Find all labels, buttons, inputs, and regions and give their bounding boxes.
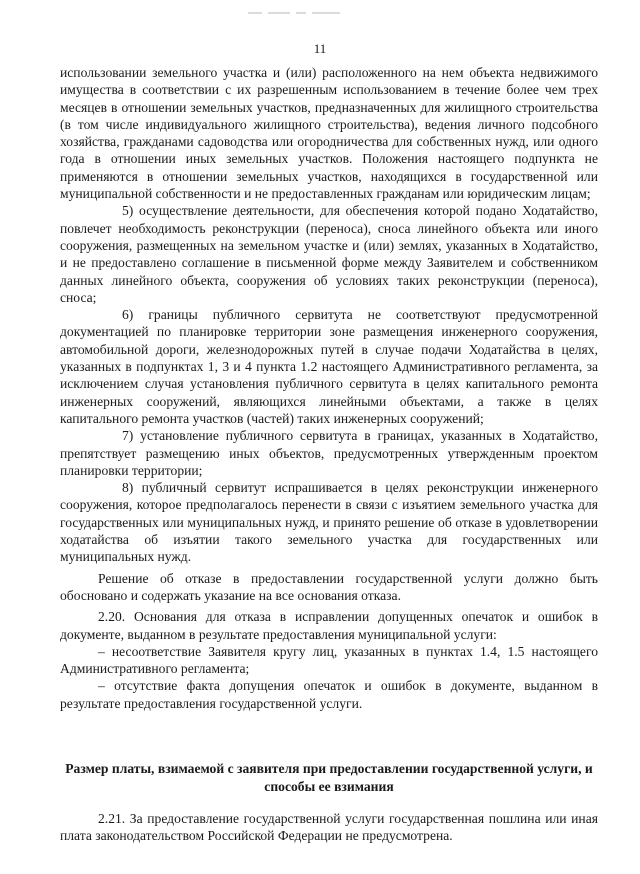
page-number: 11 — [313, 41, 327, 56]
paragraph-continuation: использовании земельного участка и (или) расположенного на нем объекта недвижимого имущества в соответствии с их разрешенным использованием в течение более чем трех месяцев в отношении земельных участков, предназначенных для жилищного строительства (в том числе индивидуального жилищного строительства), ведения личного подсобного хозяйства, гражданами садоводства или огородничества для собственных нужд, или одного года в отношении иных земельных участков. Положения настоящего подпункта не применяются в отношении земельных участков, находящихся в государственной или муниципальной собственности и не предоставленных гражданам или юридическим лицам; — [60, 65, 598, 202]
paragraph-2-20: 2.20. Основания для отказа в исправлении допущенных опечаток и ошибок в документе, выданном в результате предоставления муниципальной услуги: — [60, 609, 598, 642]
section-heading: Размер платы, взимаемой с заявителя при предоставлении государственной услуги, и способы ее взимания — [65, 761, 593, 794]
paragraph-bullet-2: – отсутствие факта допущения опечаток и ошибок в документе, выданном в результате предоставления государственной услуги. — [60, 678, 598, 711]
paragraph-bullet-1: – несоответствие Заявителя кругу лиц, указанных в пунктах 1.4, 1.5 настоящего Административного регламента; — [60, 643, 598, 677]
paragraph-item-7: 7) установление публичного сервитута в границах, указанных в Ходатайство, препятствует размещению иных объектов, предусмотренных утвержденным проектом планировки территории; — [60, 428, 598, 478]
paragraph-refusal-decision: Решение об отказе в предоставлении государственной услуги должно быть обосновано и содержать указание на все основания отказа. — [60, 570, 598, 603]
document-body — [60, 64, 598, 712]
paragraph-item-6: 6) границы публичного сервитута не соответствуют предусмотренной документацией по планировке территории зоне размещения инженерного сооружения, автомобильной дороги, железнодорожных путей в случае подачи Ходатайства в целях, указанных в подпунктах 1, 3 и 4 пункта 1.2 настоящего Административного регламента, за исключением случая установления публичного сервитута в целях капитального ремонта инженерных сооружений, являющихся линейными объектами, а также в целях капитального ремонта участков (частей) таких инженерных сооружений; — [60, 307, 598, 426]
scan-artifact — [248, 4, 368, 10]
paragraph-item-8: 8) публичный сервитут испрашивается в целях реконструкции инженерного сооружения, которое предполагалось перенести в связи с изъятием земельного участка для государственных или муниципальных нужд, и принято решение об отказе в удовлетворении ходатайства об изъятии такого земельного участка для государственных или муниципальных нужд. — [60, 480, 598, 565]
paragraph-item-5: 5) осуществление деятельности, для обеспечения которой подано Ходатайство, повлечет необходимость реконструкции (переноса), сноса линейного объекта или иного сооружения, размещенных на земельном участке и (или) землях, указанных в Ходатайство, и не предоставлено соглашение в письменной форме между Заявителем и собственником данных линейного объекта, сооружения об условиях таких реконструкции (переноса), сноса; — [60, 203, 598, 305]
paragraph-2-21: 2.21. За предоставление государственной услуги государственная пошлина или иная плата законодательством Российской Федерации не предусмотрена. — [60, 811, 598, 844]
